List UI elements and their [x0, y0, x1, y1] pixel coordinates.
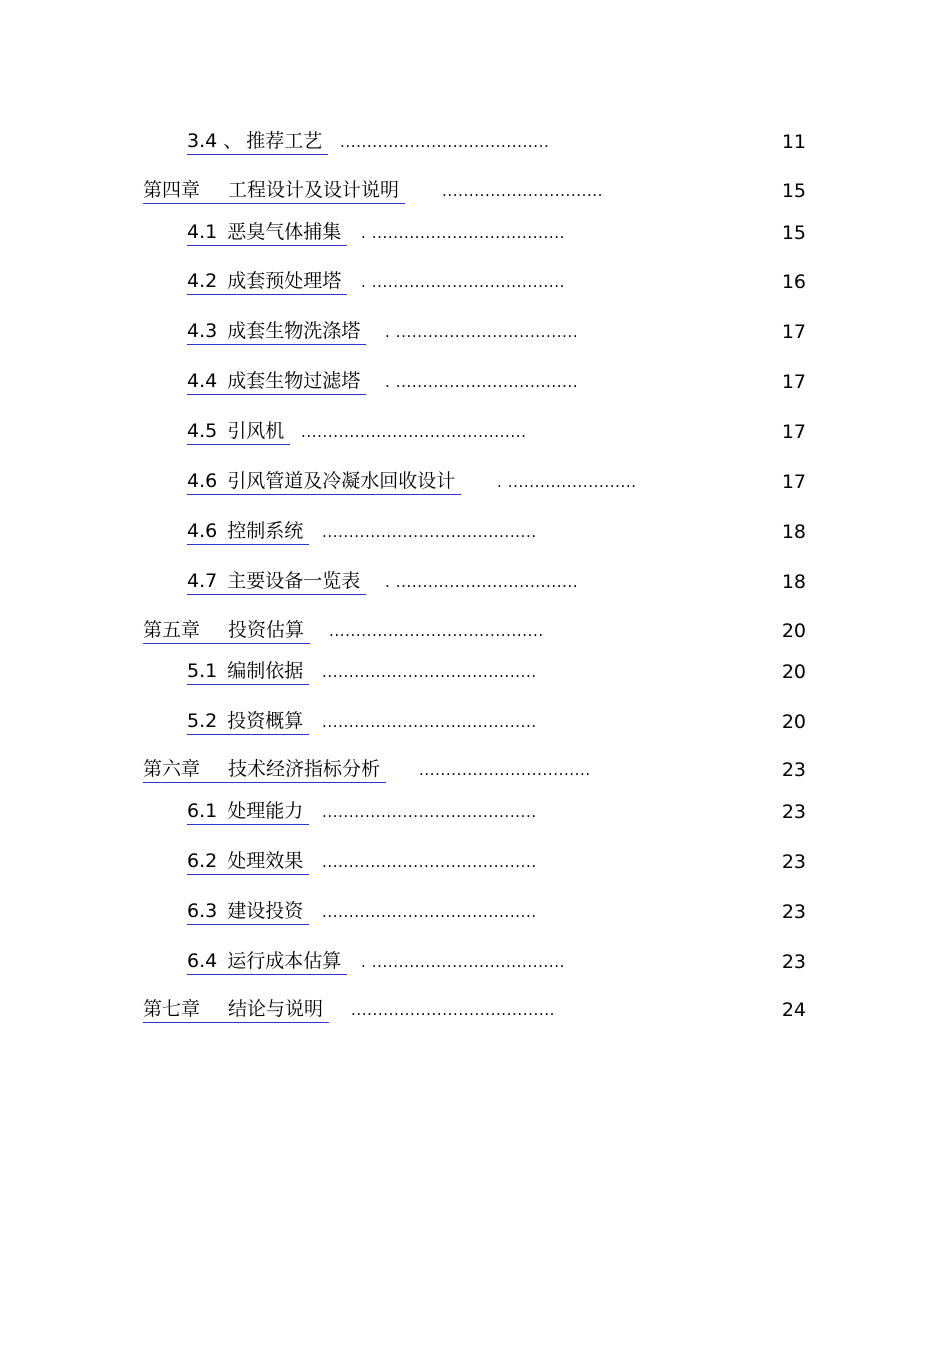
toc-entry-title: 引风机 [227, 420, 285, 442]
toc-entry-number: 4.2 [187, 270, 218, 292]
toc-entry-number: 5.1 [187, 660, 218, 682]
toc-entry [0, 948, 950, 978]
toc-entry-leader-dots: ................................ [419, 761, 591, 779]
toc-entry [0, 368, 950, 398]
toc-entry-number: 6.1 [187, 800, 218, 822]
toc-entry [0, 756, 950, 786]
toc-entry-title: 建设投资 [227, 900, 304, 922]
toc-entry-leader-dots: ....................................... [340, 133, 550, 151]
toc-entry [0, 128, 950, 158]
toc-entry-page-number: 17 [781, 421, 806, 443]
toc-entry-page-number: 20 [781, 711, 806, 733]
toc-entry-title: 成套预处理塔 [227, 270, 342, 292]
toc-entry-link[interactable] [187, 898, 309, 925]
toc-entry-number: 4.5 [187, 420, 218, 442]
toc-entry-page-number: 11 [781, 131, 806, 153]
toc-entry-page-number: 23 [781, 851, 806, 873]
toc-entry-title: 投资估算 [228, 619, 305, 641]
toc-entry [0, 318, 950, 348]
toc-entry-link[interactable] [187, 848, 309, 875]
toc-entry-page-number: 20 [781, 620, 806, 642]
toc-entry-link[interactable] [187, 318, 366, 345]
toc-entry [0, 177, 950, 207]
toc-entry-title: 推荐工艺 [246, 130, 323, 152]
toc-entry-page-number: 15 [781, 222, 806, 244]
toc-entry-link[interactable] [187, 418, 290, 445]
toc-entry-leader-dots: ...................................... [351, 1001, 555, 1019]
toc-entry-page-number: 23 [781, 801, 806, 823]
toc-entry-link[interactable] [187, 708, 309, 735]
toc-entry-page-number: 17 [781, 321, 806, 343]
toc-entry-title: 结论与说明 [228, 998, 324, 1020]
toc-entry-title: 控制系统 [227, 520, 304, 542]
toc-entry [0, 658, 950, 688]
toc-entry-leader-dots: . .................................... [361, 273, 565, 291]
toc-entry-number: 4.3 [187, 320, 218, 342]
toc-entry-page-number: 23 [781, 951, 806, 973]
toc-entry-link[interactable] [143, 177, 405, 204]
toc-entry-page-number: 24 [781, 999, 806, 1021]
toc-entry [0, 617, 950, 647]
toc-entry-number: 第七章 [143, 998, 201, 1020]
toc-entry-number: 第六章 [143, 758, 201, 780]
toc-entry-number: 第四章 [143, 179, 201, 201]
toc-entry-link[interactable] [143, 756, 386, 783]
toc-entry-leader-dots: . ........................ [497, 473, 637, 491]
toc-entry-leader-dots: ........................................ [322, 903, 537, 921]
toc-entry-number: 6.4 [187, 950, 218, 972]
toc-entry-number: 6.3 [187, 900, 218, 922]
toc-entry-page-number: 16 [781, 271, 806, 293]
toc-entry-link[interactable] [187, 518, 309, 545]
toc-entry-link[interactable] [187, 658, 309, 685]
toc-entry [0, 708, 950, 738]
toc-entry-leader-dots: . .................................... [361, 224, 565, 242]
toc-entry-link[interactable] [187, 468, 461, 495]
toc-entry [0, 848, 950, 878]
toc-entry-title: 处理能力 [227, 800, 304, 822]
toc-entry-number: 第五章 [143, 619, 201, 641]
toc-entry-leader-dots: . .................................. [385, 323, 579, 341]
toc-entry-link[interactable] [187, 128, 328, 155]
toc-entry-number: 3.4 、 [187, 130, 243, 152]
toc-entry-title: 工程设计及设计说明 [228, 179, 400, 201]
toc-entry-page-number: 23 [781, 759, 806, 781]
toc-entry-page-number: 20 [781, 661, 806, 683]
toc-entry-link[interactable] [187, 268, 347, 295]
toc-entry-leader-dots: ........................................ [322, 853, 537, 871]
toc-entry [0, 898, 950, 928]
toc-entry-page-number: 18 [781, 571, 806, 593]
toc-entry-leader-dots: ........................................ [322, 803, 537, 821]
toc-entry-link[interactable] [187, 368, 366, 395]
toc-entry-page-number: 23 [781, 901, 806, 923]
toc-entry-title: 处理效果 [227, 850, 304, 872]
toc-entry-page-number: 18 [781, 521, 806, 543]
toc-entry [0, 468, 950, 498]
toc-entry-leader-dots: ........................................ [322, 663, 537, 681]
toc-entry-title: 投资概算 [227, 710, 304, 732]
toc-entry-page-number: 15 [781, 180, 806, 202]
toc-entry-leader-dots: . .................................. [385, 373, 579, 391]
toc-entry [0, 219, 950, 249]
toc-entry-title: 运行成本估算 [227, 950, 342, 972]
toc-entry-leader-dots: ........................................ [329, 622, 544, 640]
toc-entry-leader-dots: .......................................... [301, 423, 527, 441]
toc-entry-leader-dots: . .................................... [361, 953, 565, 971]
toc-entry-page-number: 17 [781, 471, 806, 493]
toc-entry-leader-dots: .............................. [442, 182, 604, 200]
toc-entry-number: 5.2 [187, 710, 218, 732]
toc-entry-link[interactable] [143, 996, 329, 1023]
toc-entry-leader-dots: . .................................. [385, 573, 579, 591]
toc-entry-number: 4.6 [187, 520, 218, 542]
toc-entry-link[interactable] [187, 568, 366, 595]
toc-entry-link[interactable] [187, 798, 309, 825]
toc-entry [0, 568, 950, 598]
toc-entry-number: 6.2 [187, 850, 218, 872]
toc-entry [0, 518, 950, 548]
toc-entry [0, 268, 950, 298]
toc-entry-link[interactable] [187, 219, 347, 246]
toc-entry [0, 798, 950, 828]
toc-entry-title: 引风管道及冷凝水回收设计 [227, 470, 456, 492]
toc-entry-page-number: 17 [781, 371, 806, 393]
toc-entry-title: 技术经济指标分析 [228, 758, 381, 780]
toc-entry-number: 4.1 [187, 221, 218, 243]
toc-entry-link[interactable] [143, 617, 310, 644]
toc-entry-number: 4.6 [187, 470, 218, 492]
toc-entry-number: 4.4 [187, 370, 218, 392]
toc-entry [0, 418, 950, 448]
toc-entry [0, 996, 950, 1026]
toc-entry-title: 编制依据 [227, 660, 304, 682]
toc-entry-leader-dots: ........................................ [322, 713, 537, 731]
toc-entry-title: 恶臭气体捕集 [227, 221, 342, 243]
toc-entry-link[interactable] [187, 948, 347, 975]
toc-entry-number: 4.7 [187, 570, 218, 592]
toc-entry-title: 成套生物洗涤塔 [227, 320, 361, 342]
toc-entry-title: 成套生物过滤塔 [227, 370, 361, 392]
toc-entry-title: 主要设备一览表 [227, 570, 361, 592]
toc-entry-leader-dots: ........................................ [322, 523, 537, 541]
